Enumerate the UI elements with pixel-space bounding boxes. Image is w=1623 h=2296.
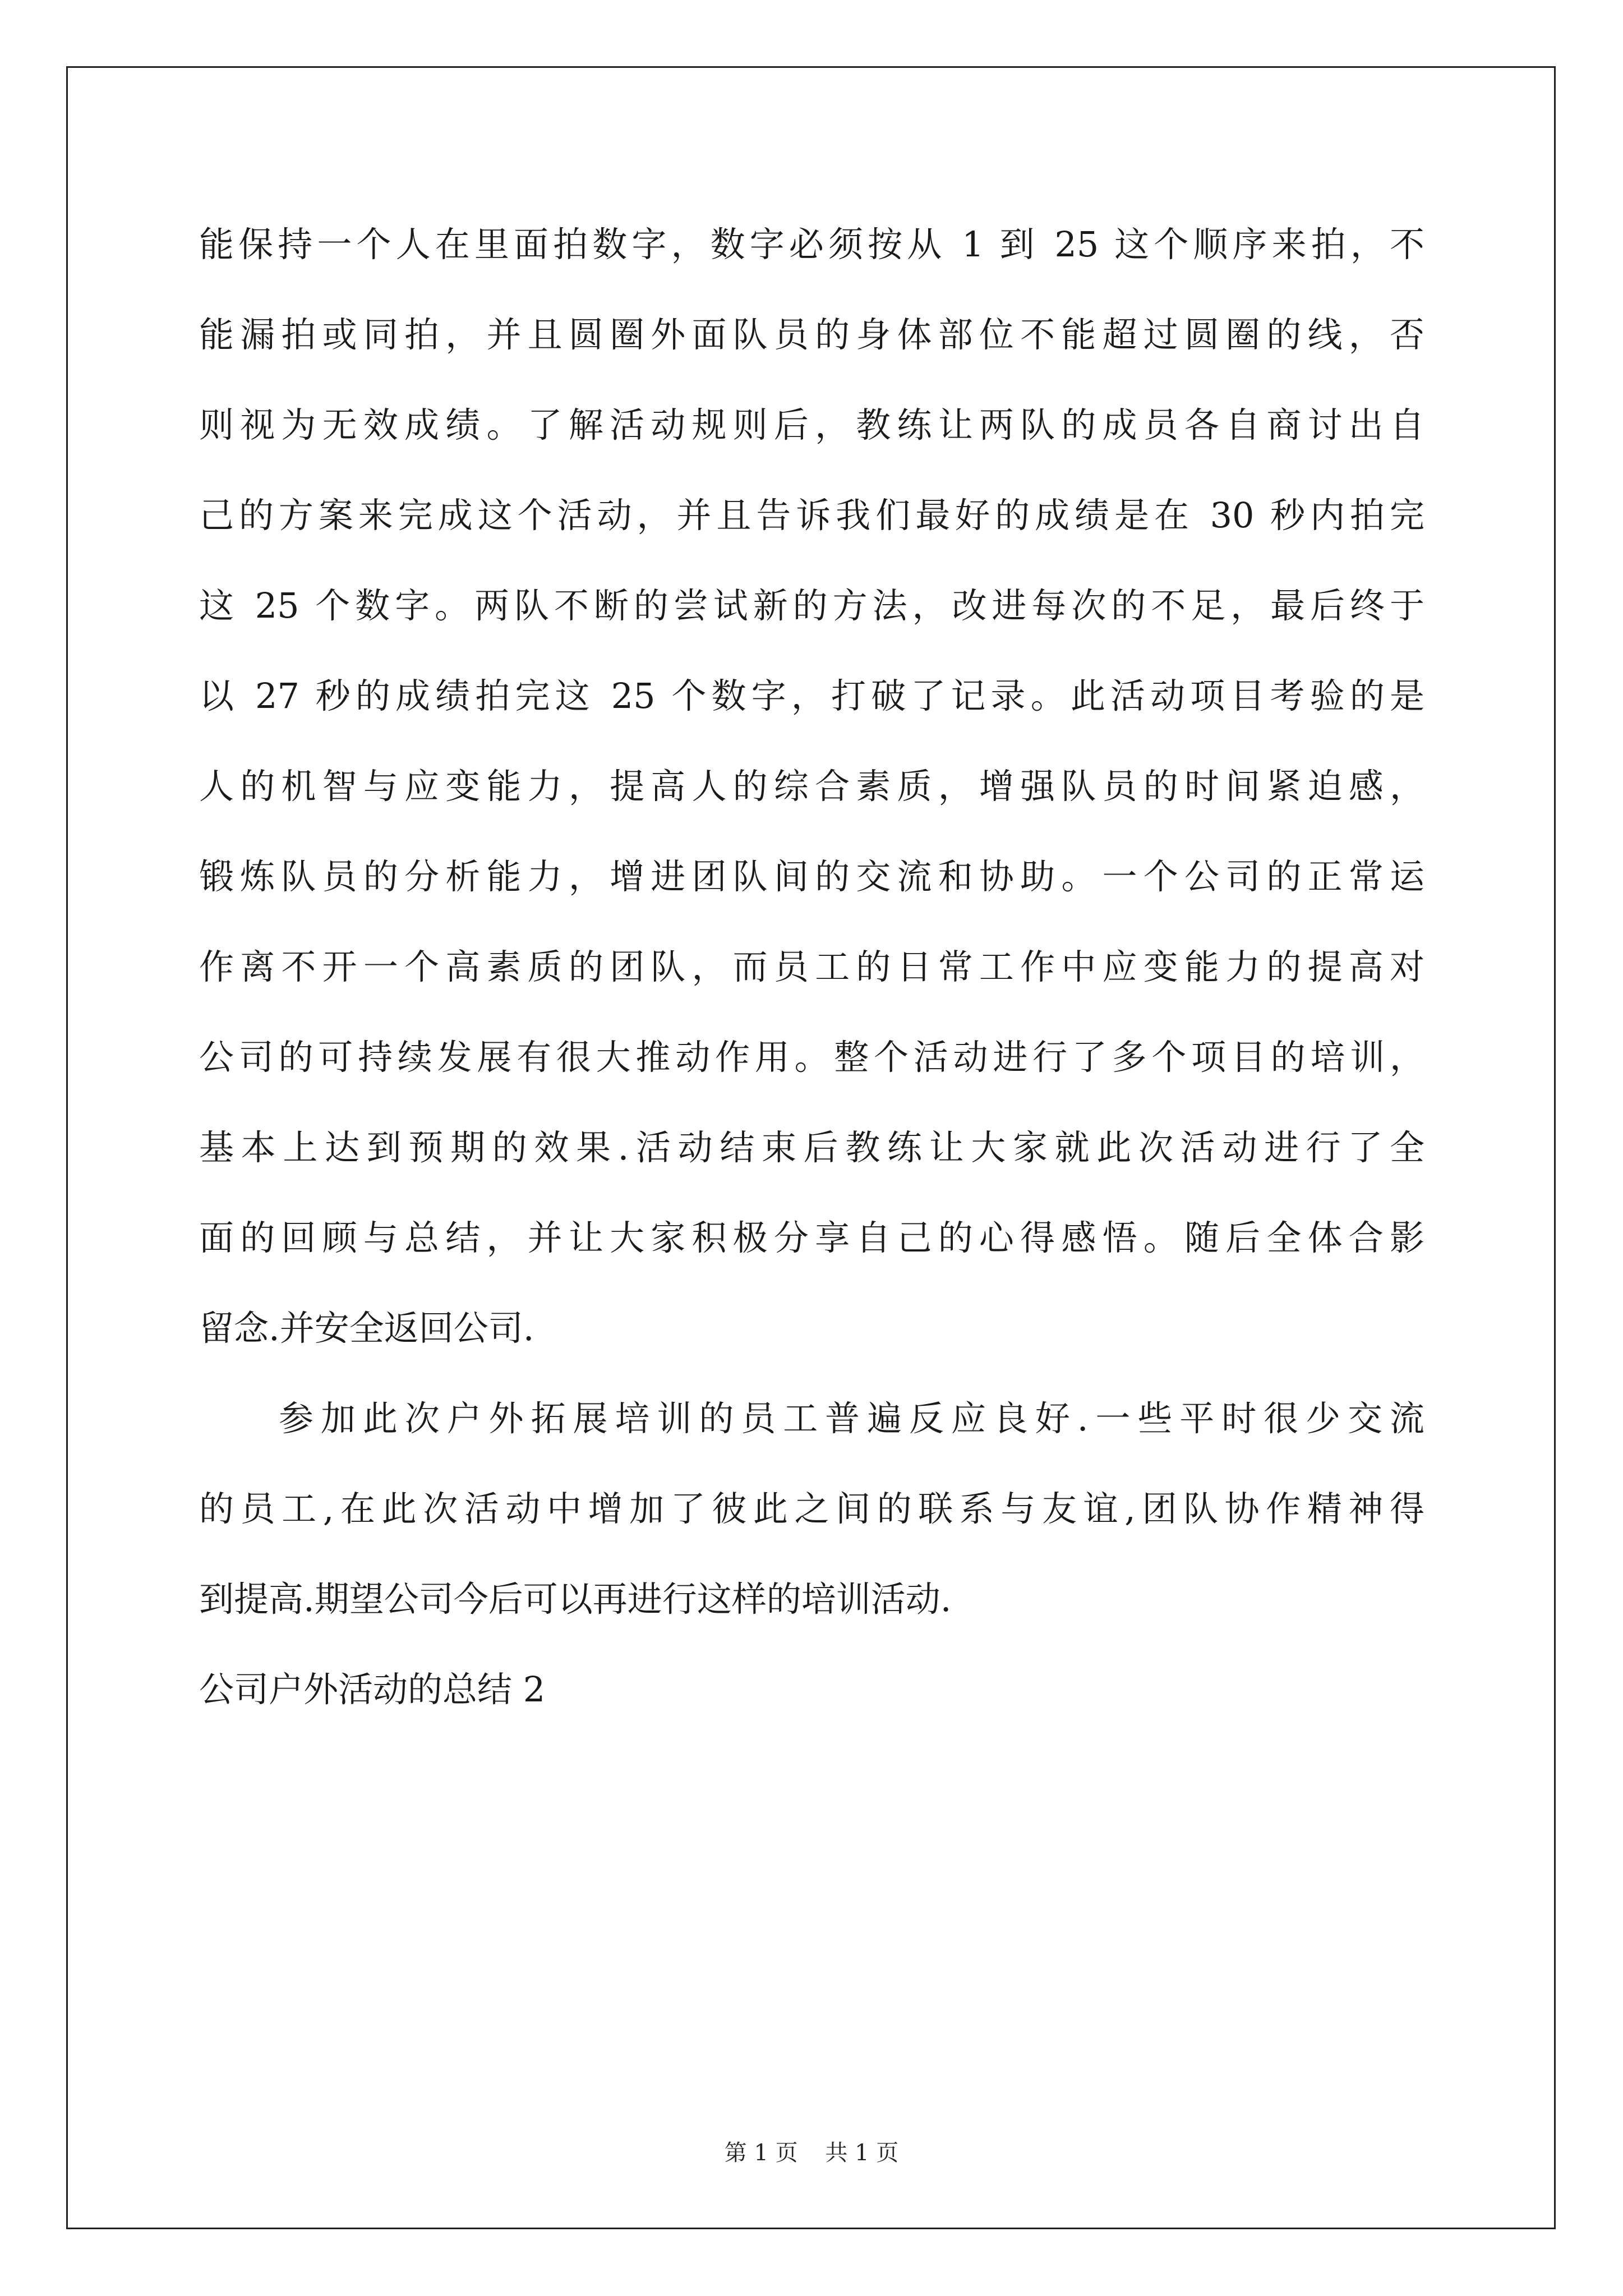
- text-line: 则视为无效成绩。了解活动规则后，教练让两队的成员各自商讨出自: [199, 404, 1424, 445]
- page-number: 第 1 页: [724, 2140, 798, 2166]
- text-line: 公司的可持续发展有很大推动作用。整个活动进行了多个项目的培训，: [199, 1037, 1424, 1078]
- paragraph-2: [199, 1373, 1424, 1644]
- text-line: 参加此次户外拓展培训的员工普遍反应良好.一些平时很少交流: [279, 1398, 1424, 1439]
- text-line: 到提高.期望公司今后可以再进行这样的培训活动.: [199, 1579, 952, 1619]
- text-line: 这 25 个数字。两队不断的尝试新的方法，改进每次的不足，最后终于: [199, 585, 1424, 626]
- text-line: 面的回顾与总结，并让大家积极分享自己的心得感悟。随后全体合影: [199, 1217, 1424, 1258]
- text-line: 能保持一个人在里面拍数字，数字必须按从 1 到 25 这个顺序来拍，不: [199, 224, 1424, 265]
- text-line: 锻炼队员的分析能力，增进团队间的交流和协助。一个公司的正常运: [199, 856, 1424, 897]
- paragraph-1: [199, 199, 1424, 1373]
- text-line: 己的方案来完成这个活动，并且告诉我们最好的成绩是在 30 秒内拍完: [199, 495, 1424, 536]
- text-line: 基本上达到预期的效果.活动结束后教练让大家就此次活动进行了全: [199, 1127, 1424, 1168]
- text-line: 以 27 秒的成绩拍完这 25 个数字，打破了记录。此活动项目考验的是: [199, 675, 1424, 716]
- text-line: 人的机智与应变能力，提高人的综合素质，增强队员的时间紧迫感，: [199, 766, 1424, 807]
- text-line: 能漏拍或同拍，并且圆圈外面队员的身体部位不能超过圆圈的线，否: [199, 314, 1424, 355]
- section-heading: 公司户外活动的总结 2: [199, 1669, 546, 1710]
- text-line: 留念.并安全返回公司.: [199, 1308, 534, 1349]
- text-line: 的员工,在此次活动中增加了彼此之间的联系与友谊,团队协作精神得: [199, 1488, 1424, 1529]
- text-line: 作离不开一个高素质的团队，而员工的日常工作中应变能力的提高对: [199, 946, 1424, 987]
- page-footer: [0, 2136, 1623, 2170]
- document-body: [199, 199, 1424, 1734]
- page-total: 共 1 页: [825, 2140, 899, 2166]
